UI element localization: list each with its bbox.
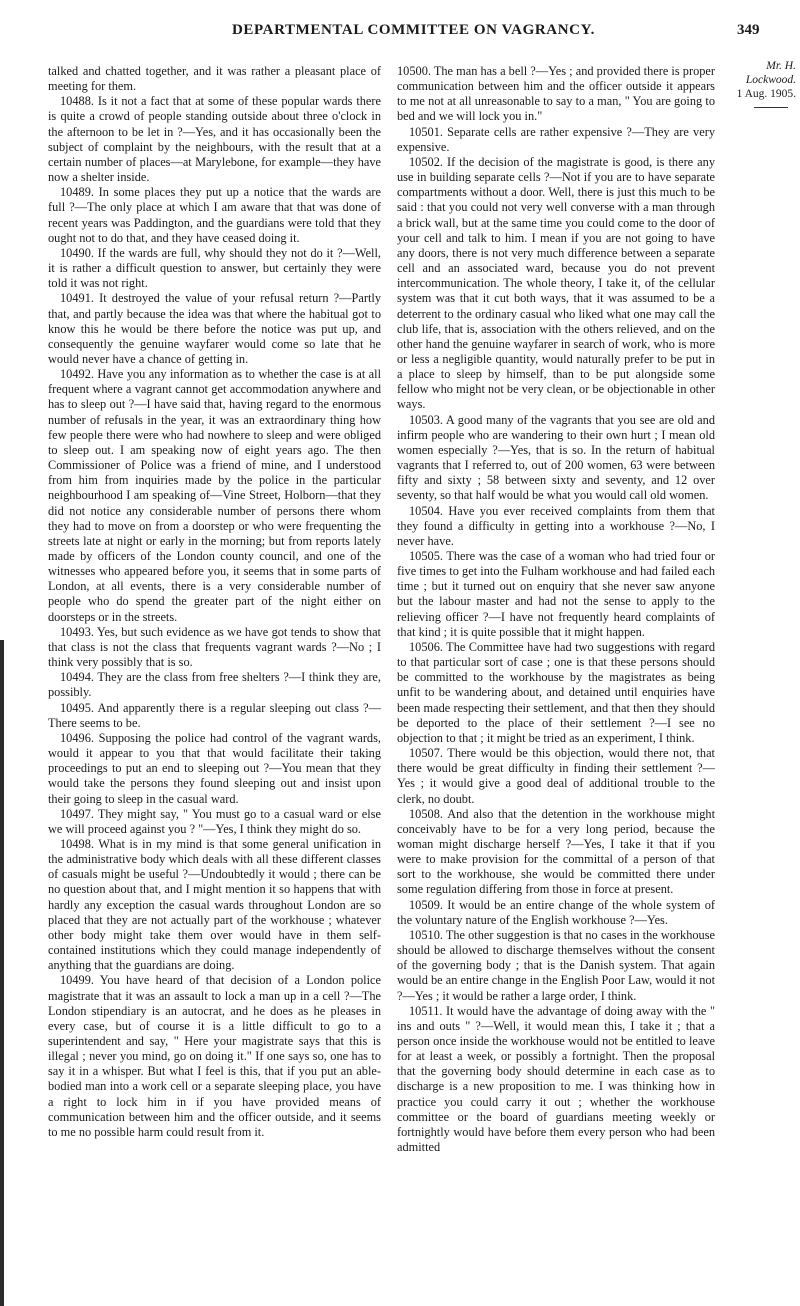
running-head: DEPARTMENTAL COMMITTEE ON VAGRANCY.: [232, 22, 596, 38]
paragraph: 10497. They might say, " You must go to a casual ward or else we will proceed against you ? "—Yes, I think they might do so.: [48, 806, 381, 836]
paragraph: 10503. A good many of the vagrants that you see are old and infirm people who are wandering to their own hurt ; I mean old women especially ?—Yes, that is so. In the return of habitual vagrants that I referred to, out of 200 women, 63 were between fifty and sixty ; 58 between sixty and seventy, and 12 over seventy, so that half would be what you would call old women.: [397, 412, 715, 503]
left-column: [48, 64, 381, 1140]
paragraph: 10508. And also that the detention in the workhouse might conceivably have to be for a very long period, because the woman might discharge herself ?—Yes, I take it that if you were to make provision for the committal of a person of that sort to the workhouse, she would be committed there under some regulation differing from those in force at present.: [397, 806, 715, 897]
paragraph: 10499. You have heard of that decision of a London police magistrate that it was an assault to lock a man up in a cell ?—The London stipendiary is an autocrat, and he does as he pleases in every case, but of course it is a little difficult to go to a superintendent and say, " Here your magistrate says that this is illegal ; never you mind, go on doing it." If one says so, one has to say it in a whisper. But what I feel is this, that if you put an able-bodied man into a work cell or a separate sleeping place, you have a right to lock him in if you have provided means of communication between him and the officer outside, and it seems to me no possible harm could result from it.: [48, 973, 381, 1139]
paragraph: 10507. There would be this objection, would there not, that there would be great difficulty in finding their settlement ?—Yes ; it would give a good deal of additional trouble to the clerk, no doubt.: [397, 746, 715, 806]
paragraph: 10502. If the decision of the magistrate is good, is there any use in building separate cells ?—Not if you are to have separate compartments without a door. Well, there is just this much to be said : that you could not very well converse with a man through a brick wall, but at the same time you could come to the door of your cell and talk to him. I mean if you are not going to have any doors, there is not very much difference between a separate cell and an associated ward, because you do not prevent intercommunication. The whole theory, I take it, of the cellular system was that it cut both ways, that it was assumed to be a deterrent to the ordinary casual who liked what one may call the club life, that is, association with the others relieved, and on the other hand the genuine wayfarer in search of work, who is more or less a negligible quantity, would naturally prefer to be put in a place to sleep by himself, than to be put alongside some fellow who might not be very clean, or be objectionable in other ways.: [397, 154, 715, 412]
witness-name: Lockwood.: [745, 74, 796, 86]
paragraph: 10504. Have you ever received complaints from them that they found a difficulty in getting into a workhouse ?—No, I never have.: [397, 503, 715, 548]
paragraph: talked and chatted together, and it was rather a pleasant place of meeting for them.: [48, 64, 381, 94]
evidence-date: 1 Aug. 1905.: [736, 88, 796, 100]
paragraph: 10500. The man has a bell ?—Yes ; and provided there is proper communication between him and the officer outside it appears to me not at all unreasonable to say to a man, " You are going to bed and we will lock you in.": [397, 64, 715, 124]
paragraph: 10511. It would have the advantage of doing away with the " ins and outs " ?—Well, it would mean this, I take it ; that a person once inside the workhouse would not be entitled to leave for at least a week, or possibly a fortnight. Then the proposal that the governing body should determine in each case as to discharge is a new proposition to me. I was thinking how in practice you could carry it out ; whether the workhouse committee or the board of guardians meeting weekly or fortnightly would have before them every person who had been admitted: [397, 1003, 715, 1155]
page-number: 349: [737, 22, 760, 38]
paragraph: 10488. Is it not a fact that at some of these popular wards there is quite a crowd of people standing outside about three o'clock in the afternoon to be let in ?—Yes, and it has occasionally been the subject of complaint by the neighbours, with the result that at a certain number of places—at Marylebone, for example—they have now a shelter inside.: [48, 94, 381, 185]
paragraph: 10493. Yes, but such evidence as we have got tends to show that that class is not the class that frequents vagrant wards ?—No ; I think very possibly that is so.: [48, 624, 381, 670]
paragraph: 10491. It destroyed the value of your refusal return ?—Partly that, and partly because the idea was that where the habitual got to know this he would be there before the notice was put up, and consequently the genuine wayfarer would come so late that he would never have a chance of getting in.: [48, 291, 381, 366]
paragraph: 10494. They are the class from free shelters ?—I think they are, possibly.: [48, 670, 381, 700]
margin-rule: [754, 107, 788, 108]
witness-title: Mr. H.: [766, 60, 796, 72]
scan-edge-shadow: [0, 640, 4, 1306]
right-column: [397, 64, 715, 1155]
paragraph: 10501. Separate cells are rather expensive ?—They are very expensive.: [397, 124, 715, 154]
paragraph: 10498. What is in my mind is that some general unification in the administrative body which deals with all these different classes of casuals might be useful ?—Undoubtedly it would ; there can be no question about that, and I might mention it so happens that with hardly any exception the casual wards throughout London are so placed that they are not actually part of the workhouse ; whatever other body might take them over would have in them self-contained institutions which they could manage independently of anything that the guardians are doing.: [48, 836, 381, 973]
paragraph: 10506. The Committee have had two suggestions with regard to that particular sort of case ; one is that these persons should be committed to the workhouse by the magistrates as being unfit to be wandering about, and detained until enquiries have been made respecting their settlement, and that then they should be deported to the place of their settlement ?—I see no objection to that ; it might be tried as an experiment, I think.: [397, 639, 715, 745]
page-header: [0, 22, 800, 46]
paragraph: 10492. Have you any information as to whether the case is at all frequent where a vagrant cannot get accommodation anywhere and has to sleep out ?—I have said that, having regard to the enormous number of refusals in the year, it was an extraordinary thing how few people there were who had nowhere to sleep and were obliged to sleep out. I am speaking now of eight years ago. The then Commissioner of Police was a friend of mine, and I understood from him from inquiries made by the police in the particular neighbourhood I am speaking of—Vine Street, Holborn—that they did not notice any considerable number of persons there whom they had to move on from a doorstep or who were frequenting the streets late at night or early in the morning; but from reports lately made by officers of the London county council, and one of the witnesses who appeared before you, it seems that in some parts of London, at all events, there is a very considerable number of people who do spend the greater part of the night either on doorsteps or in the streets.: [48, 367, 381, 624]
paragraph: 10510. The other suggestion is that no cases in the workhouse should be allowed to discharge themselves without the consent of the governing body ; that is the Danish system. That again would be an entire change in the English Poor Law, would it not ?—Yes ; it would be rather a large order, I think.: [397, 927, 715, 1003]
paragraph: 10505. There was the case of a woman who had tried four or five times to get into the Fulham workhouse and had failed each time ; but it turned out on enquiry that she never saw anyone but the labour master and had not the sense to apply to the relieving officer ?—I have not frequently heard complaints of that kind ; it is quite possible that it might happen.: [397, 549, 715, 639]
paragraph: 10509. It would be an entire change of the whole system of the voluntary nature of the English workhouse ?—Yes.: [397, 897, 715, 927]
paragraph: 10496. Supposing the police had control of the vagrant wards, would it appear to you that that would facilitate their taking proceedings to put an end to sleeping out ?—You mean that they would take the persons they found sleeping out and insist upon their going to sleep in the casual ward.: [48, 730, 381, 806]
margin-note: [726, 59, 796, 108]
paragraph: 10489. In some places they put up a notice that the wards are full ?—The only place at which I am aware that that was done of recent years was Paddington, and the guardians were told that they ought not to do that, and they have ceased doing it.: [48, 185, 381, 245]
paragraph: 10495. And apparently there is a regular sleeping out class ?—There seems to be.: [48, 700, 381, 730]
paragraph: 10490. If the wards are full, why should they not do it ?—Well, it is rather a difficult question to answer, but certainly they were told it was not right.: [48, 245, 381, 291]
